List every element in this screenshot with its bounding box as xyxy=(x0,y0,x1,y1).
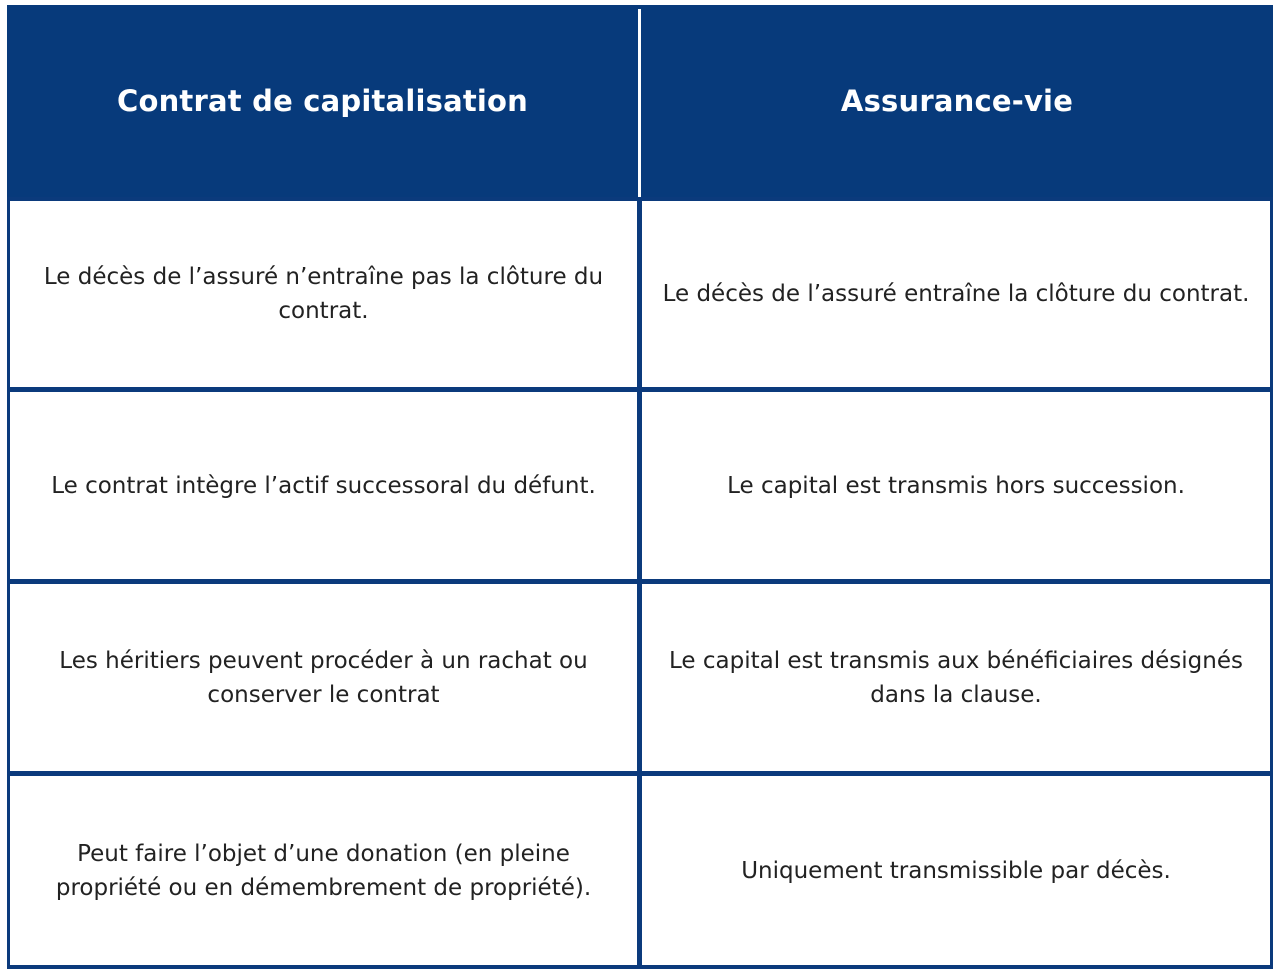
table-header xyxy=(7,5,1273,197)
table-cell-row3-left: Les héritiers peuvent procéder à un rachat ou conserver le contrat xyxy=(10,584,637,771)
comparison-table xyxy=(7,5,1273,969)
header-assurance-vie: Assurance-vie xyxy=(840,84,1074,118)
table-cell-row2-right: Le capital est transmis hors succession. xyxy=(642,392,1270,579)
table-cell-row4-right: Uniquement transmissible par décès. xyxy=(642,776,1270,965)
header-contrat-capitalisation: Contrat de capitalisation xyxy=(116,84,529,118)
table-cell-row1-right: Le décès de l’assuré entraîne la clôture du contrat. xyxy=(642,201,1270,387)
table-cell-row3-right: Le capital est transmis aux bénéficiaires désignés dans la clause. xyxy=(642,584,1270,771)
table-cell-row2-left: Le contrat intègre l’actif successoral du défunt. xyxy=(10,392,637,579)
table-cell-row1-left: Le décès de l’assuré n’entraîne pas la clôture du contrat. xyxy=(10,201,637,387)
table-cell-row4-left: Peut faire l’objet d’une donation (en pleine propriété ou en démembrement de propriété). xyxy=(10,776,637,965)
